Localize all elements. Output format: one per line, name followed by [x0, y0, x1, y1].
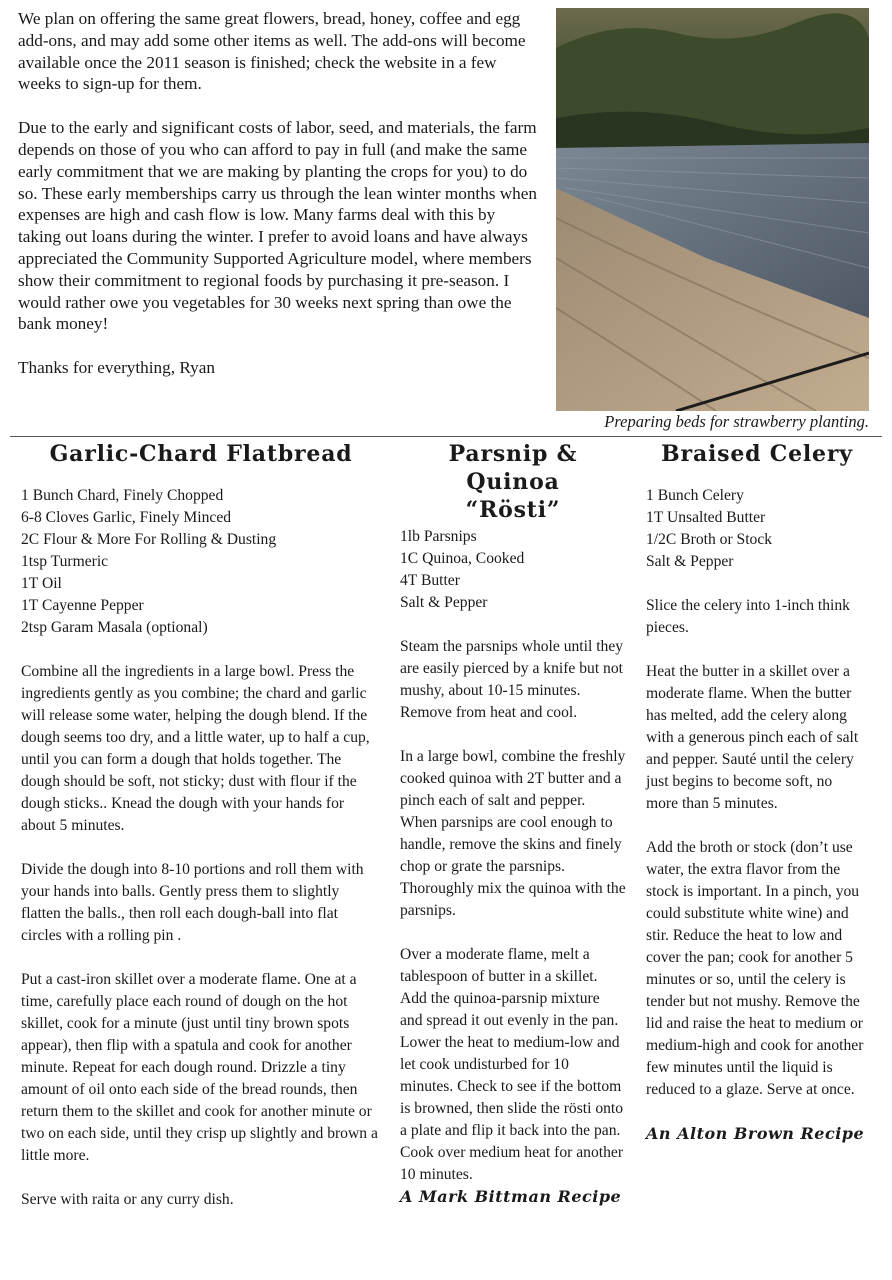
intro-paragraph: We plan on offering the same great flowers, bread, honey, coffee and egg add-ons, and may add some other items as well. The add-ons will become available once the 2011 season is finished; check the website in a few weeks to sign-up for them.: [18, 9, 526, 94]
recipe-title-line: “Rösti”: [465, 497, 561, 523]
ingredient: 2C Flour & More For Rolling & Dusting: [21, 531, 277, 548]
recipe-step: Add the broth or stock (don’t use water, the extra flavor from the stock is important. In a pinch, you could substitute white wine) and stir. Reduce the heat to low and cover the pan; cook for another 5 minutes or so, until the celery is tender but not mushy. Remove the lid and raise the heat to medium or medium-high and cook for another few minutes until the liquid is reduced to a glaze. Serve at once.: [646, 839, 864, 1098]
ingredient: 2tsp Garam Masala (optional): [21, 619, 208, 636]
recipe-title: Braised Celery: [661, 441, 853, 467]
ingredient: 1 Bunch Celery: [646, 487, 744, 504]
field-illustration: [556, 8, 869, 411]
intro-paragraph: Due to the early and significant costs of labor, seed, and materials, the farm depends on those of you who can afford to pay in full (and make the same early commitment that we are making by planting the crops for you) to do so. These early memberships carry us through the lean winter months when expenses are high and cash flow is low. Many farms deal with this by taking out loans during the winter. I prefer to avoid loans and have always appreciated the Community Supported Agriculture model, where members show their commitment to regional foods by purchasing it pre-season. I would rather owe you vegetables for 30 weeks next spring than owe the bank money!: [18, 118, 537, 334]
ingredient: 1 Bunch Chard, Finely Chopped: [21, 487, 224, 504]
ingredient: 1/2C Broth or Stock: [646, 531, 773, 548]
recipe-step: Divide the dough into 8-10 portions and roll them with your hands into balls. Gently press them to slightly flatten the balls., then roll each dough-ball into flat circles with a rolling pin .: [21, 861, 364, 944]
ingredient-list: [400, 526, 626, 614]
recipe-step: Steam the parsnips whole until they are easily pierced by a knife but not mushy, about 10-15 minutes. Remove from heat and cool.: [400, 638, 624, 721]
recipe-credit: An Alton Brown Recipe: [646, 1124, 865, 1143]
recipe-title-line: Parsnip & Quinoa: [448, 441, 578, 495]
ingredient: 1tsp Turmeric: [21, 553, 109, 570]
recipe-garlic-chard-flatbread: [21, 440, 381, 1211]
recipe-step: In a large bowl, combine the freshly cooked quinoa with 2T butter and a pinch each of salt and pepper. When parsnips are cool enough to handle, remove the skins and finely chop or grate the parsnips. Thoroughly mix the quinoa with the parsnips.: [400, 748, 626, 919]
intro-text: [18, 8, 538, 401]
recipe-step: Combine all the ingredients in a large bowl. Press the ingredients gently as you combine; the chard and garlic will release some water, helping the dough blend. If the dough seems too dry, and a little water, up to half a cup, until you can form a dough that holds together. The dough should be soft, not sticky; dust with flour if the dough sticks.. Knead the dough with your hands for about 5 minutes.: [21, 663, 370, 834]
ingredient: 1C Quinoa, Cooked: [400, 550, 525, 567]
ingredient-list: [646, 485, 868, 573]
ingredient: 6-8 Cloves Garlic, Finely Minced: [21, 509, 232, 526]
ingredient: 4T Butter: [400, 572, 460, 589]
ingredient: 1T Oil: [21, 575, 62, 592]
recipe-braised-celery: [646, 440, 868, 1145]
recipe-title: Garlic-Chard Flatbread: [49, 441, 353, 467]
photo-caption: Preparing beds for strawberry planting.: [604, 412, 869, 431]
ingredient: 1lb Parsnips: [400, 528, 477, 545]
ingredient: Salt & Pepper: [646, 553, 734, 570]
recipe-step: Serve with raita or any curry dish.: [21, 1191, 234, 1208]
recipe-title: [400, 440, 626, 524]
signoff: Thanks for everything, Ryan: [18, 358, 215, 378]
strawberry-bed-photo: [556, 8, 869, 411]
ingredient-list: [21, 485, 381, 639]
recipe-parsnip-quinoa-rosti: [400, 440, 626, 1208]
ingredient: 1T Cayenne Pepper: [21, 597, 144, 614]
section-divider: [10, 436, 882, 437]
recipe-step: Heat the butter in a skillet over a moderate flame. When the butter has melted, add the celery along with a generous pinch each of salt and pepper. Sauté until the celery just begins to become soft, no more than 5 minutes.: [646, 663, 859, 812]
recipe-step: Over a moderate flame, melt a tablespoon of butter in a skillet. Add the quinoa-parsnip mixture and spread it out evenly in the pan. Lower the heat to medium-low and let cook undisturbed for 10 minutes. Check to see if the bottom is browned, then slide the rösti onto a plate and flip it back into the pan. Cook over medium heat for another 10 minutes.: [400, 946, 624, 1183]
recipe-credit: A Mark Bittman Recipe: [400, 1187, 622, 1206]
ingredient: 1T Unsalted Butter: [646, 509, 766, 526]
recipe-step: Slice the celery into 1-inch think pieces.: [646, 597, 850, 636]
ingredient: Salt & Pepper: [400, 594, 488, 611]
recipe-step: Put a cast-iron skillet over a moderate flame. One at a time, carefully place each round of dough on the hot skillet, cook for a minute (just until tiny brown spots appear), then flip with a spatula and cook for another minute. Repeat for each dough round. Drizzle a tiny amount of oil onto each side of the bread rounds, then return them to the skillet and cook for another minute or two on each side, until they crisp up slightly and brown a little more.: [21, 971, 378, 1164]
